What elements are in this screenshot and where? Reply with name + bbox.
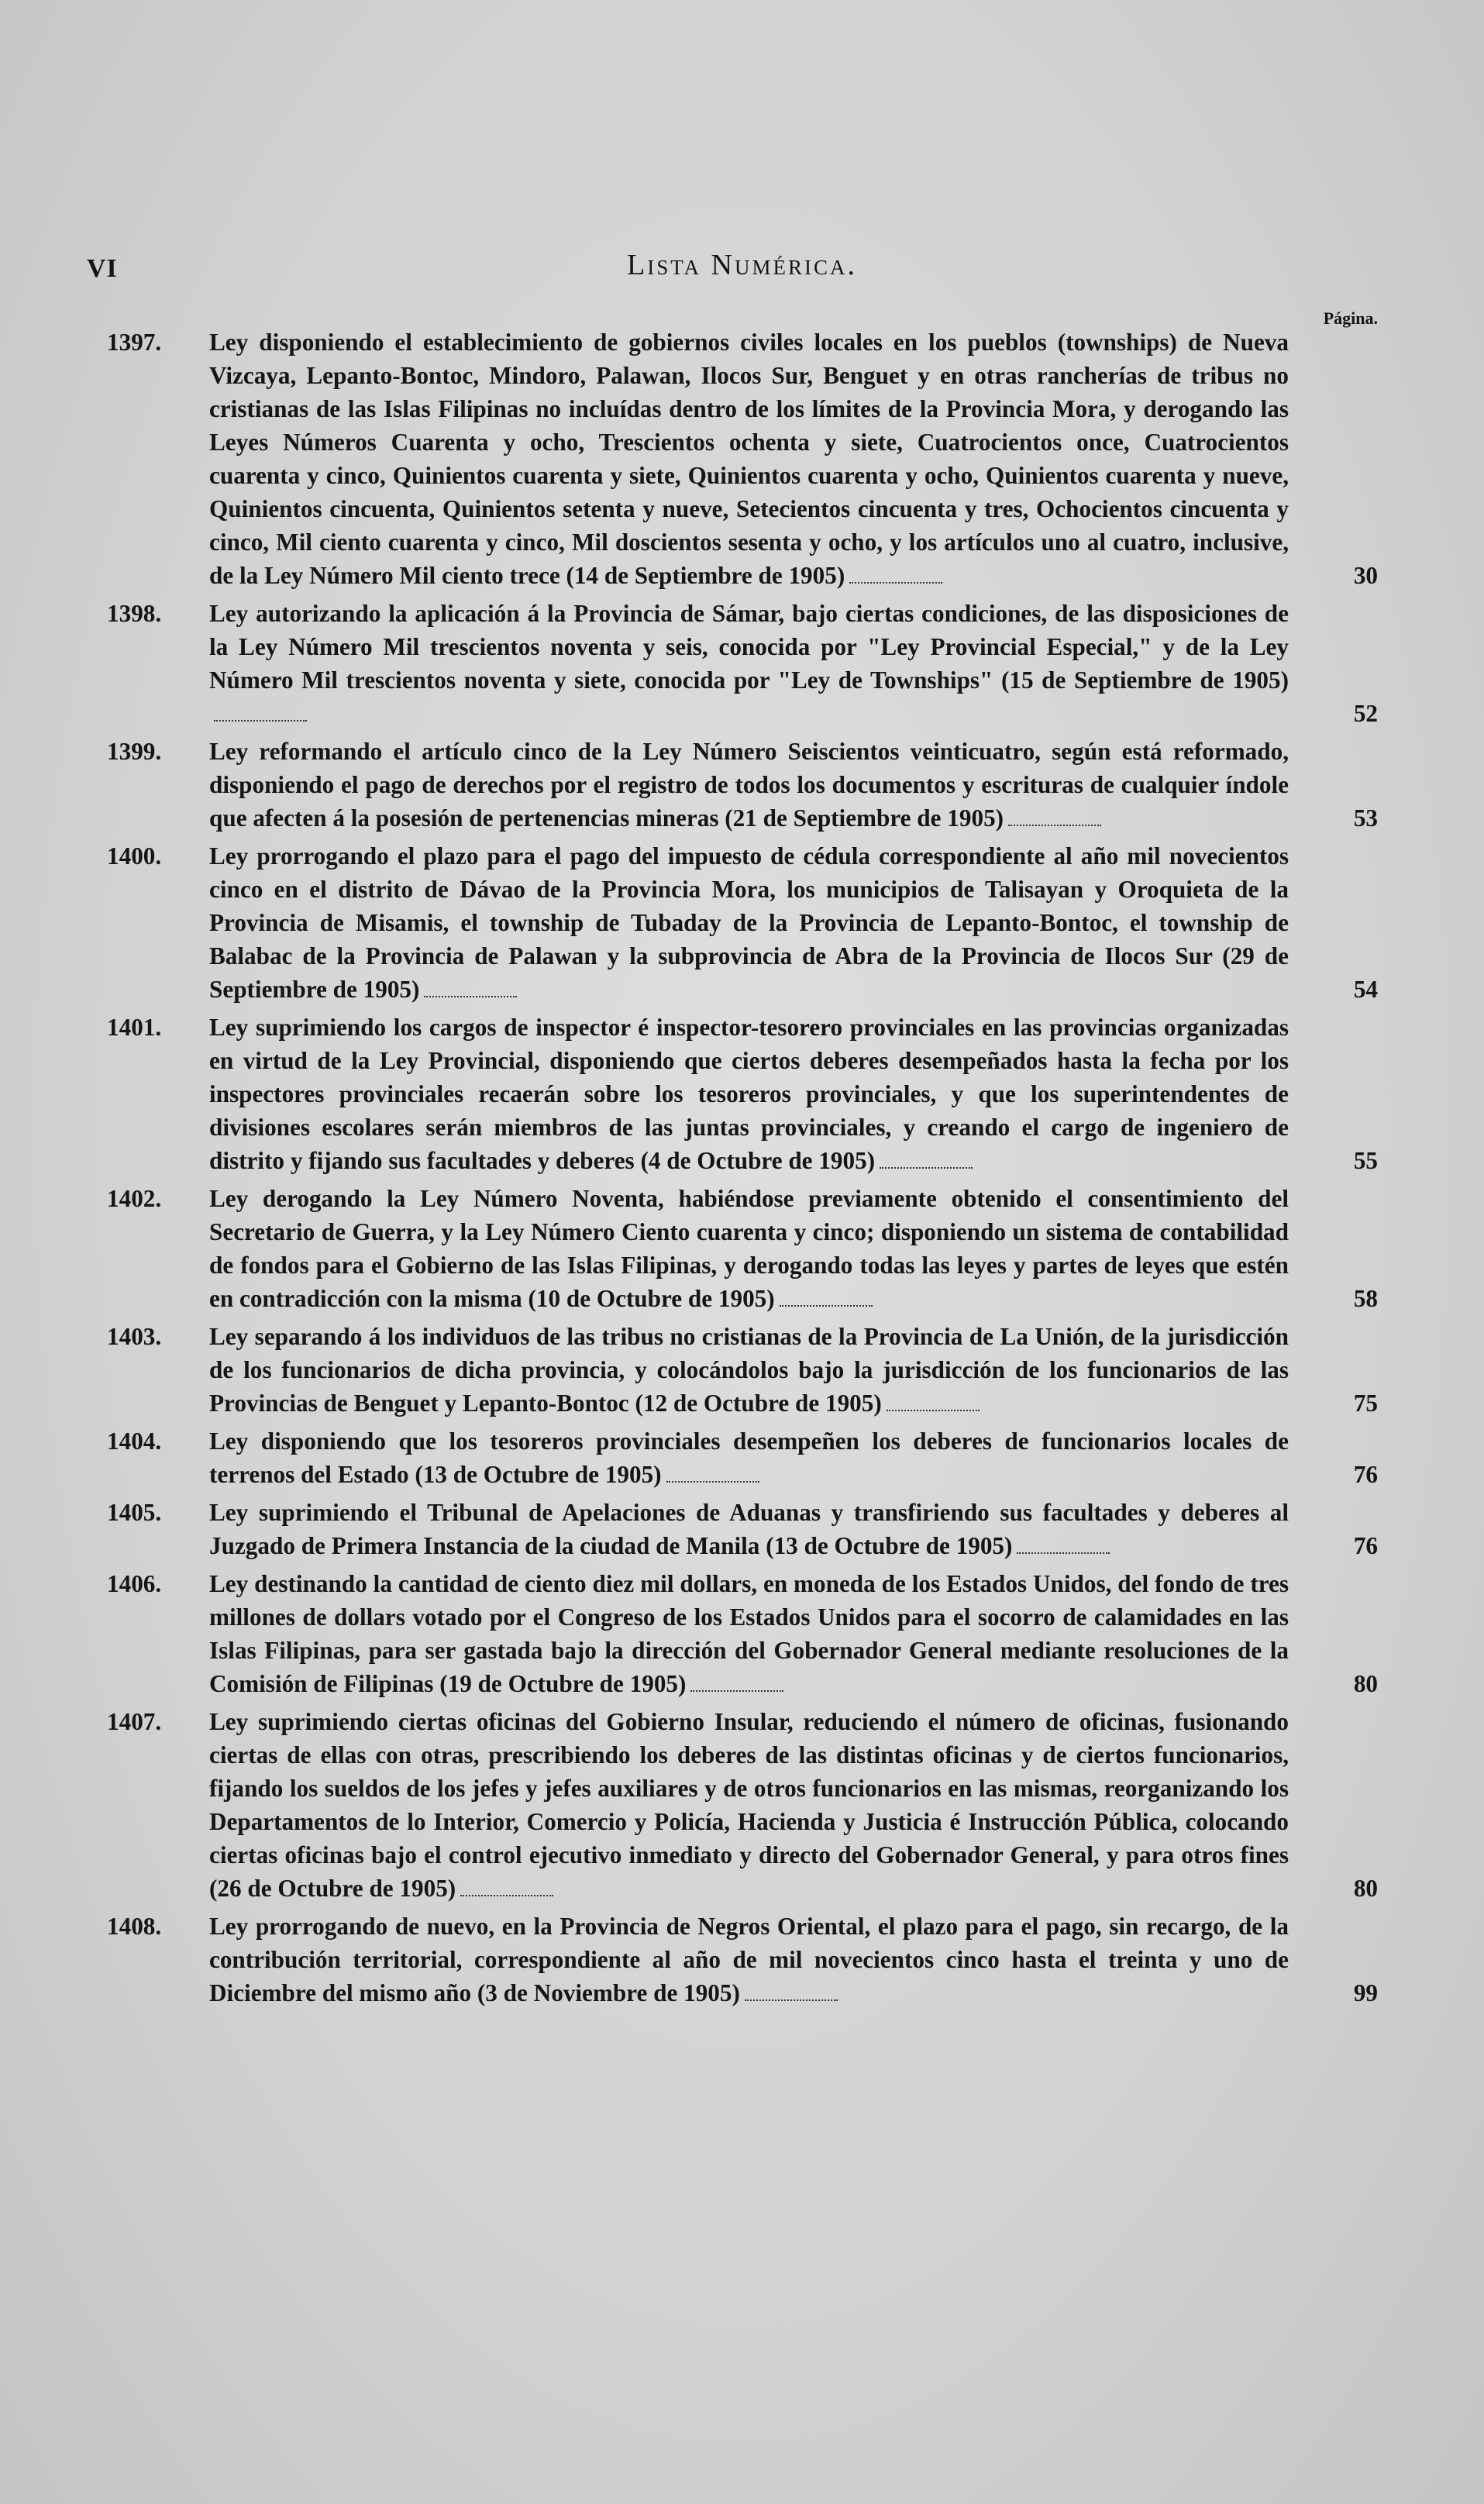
list-item bbox=[107, 1910, 1378, 2010]
dot-leader bbox=[780, 1305, 873, 1307]
entry-number: 1397. bbox=[107, 329, 162, 356]
entry-page: 53 bbox=[1353, 804, 1378, 832]
list-item bbox=[107, 735, 1378, 835]
entry-number: 1407. bbox=[107, 1708, 162, 1735]
page-folio: VI bbox=[87, 254, 118, 283]
entry-page: 52 bbox=[1353, 700, 1378, 727]
entry-text: Ley disponiendo el establecimiento de gobiernos civiles locales en los pueblos (townships) de Nueva Vizcaya, Lepanto-Bontoc, Mindoro, Palawan, Ilocos Sur, Benguet y en otras rancherías de tribus no cristianas de las Islas Filipinas no incluídas dentro de los límites de la Provincia Mora, y derogando las Leyes Números Cuarenta y ocho, Trescientos ochenta y siete, Cuatrocientos once, Cuatrocientos cuarenta y cinco, Quinientos cuarenta y siete, Quinientos cuarenta y ocho, Quinientos cuarenta y nueve, Quinientos cincuenta, Quinientos setenta y nueve, Setecientos cincuenta y tres, Ochocientos cincuenta y cinco, Mil ciento cuarenta y cinco, Mil doscientos sesenta y ocho, y los artículos uno al cuatro, inclusive, de la Ley Número Mil ciento trece (14 de Septiembre de 1905) bbox=[209, 329, 1289, 589]
entry-number: 1399. bbox=[107, 738, 162, 765]
dot-leader bbox=[460, 1895, 553, 1896]
entry-page: 58 bbox=[1353, 1285, 1378, 1312]
entry-page: 99 bbox=[1353, 1979, 1378, 2006]
list-item bbox=[107, 597, 1378, 730]
running-title: Lista Numérica. bbox=[627, 249, 857, 281]
list-item bbox=[107, 839, 1378, 1006]
entry-text: Ley reformando el artículo cinco de la Ley Número Seiscientos veinticuatro, según está reformado, disponiendo el pago de derechos por el registro de todos los documentos y escrituras de cualquier índole que afecten á la posesión de pertenencias mineras (21 de Septiembre de 1905) bbox=[209, 738, 1289, 832]
entry-page: 80 bbox=[1353, 1875, 1378, 1902]
list-item bbox=[107, 1705, 1378, 1905]
dot-leader bbox=[887, 1410, 980, 1411]
list-item bbox=[107, 1496, 1378, 1562]
dot-leader bbox=[1017, 1552, 1110, 1554]
entry-page: 30 bbox=[1353, 562, 1378, 589]
entry-text: Ley autorizando la aplicación á la Provincia de Sámar, bajo ciertas condiciones, de las disposiciones de la Ley Número Mil trescientos noventa y seis, conocida por "Ley Provincial Especial," y de la Ley Número Mil trescientos noventa y siete, conocida por "Ley de Townships" (15 de Septiembre de 1905) bbox=[209, 600, 1289, 694]
entry-text: Ley destinando la cantidad de ciento diez mil dollars, en moneda de los Estados Unidos, del fondo de tres millones de dollars votado por el Congreso de los Estados Unidos para el socorro de calamidades en las Islas Filipinas, para ser gastada bajo la dirección del Gobernador General mediante resoluciones de la Comisión de Filipinas (19 de Octubre de 1905) bbox=[209, 1570, 1289, 1697]
entry-number: 1406. bbox=[107, 1570, 162, 1597]
entry-page: 76 bbox=[1353, 1461, 1378, 1488]
entry-number: 1402. bbox=[107, 1185, 162, 1212]
entry-page: 54 bbox=[1353, 976, 1378, 1003]
entry-number: 1403. bbox=[107, 1323, 162, 1350]
dot-leader bbox=[849, 582, 942, 584]
entry-text: Ley suprimiendo el Tribunal de Apelaciones de Aduanas y transfiriendo sus facultades y deberes al Juzgado de Primera Instancia de la ciudad de Manila (13 de Octubre de 1905) bbox=[209, 1499, 1289, 1559]
entry-number: 1405. bbox=[107, 1499, 162, 1526]
dot-leader bbox=[424, 996, 517, 997]
entry-number: 1404. bbox=[107, 1428, 162, 1455]
entry-text: Ley separando á los individuos de las tribus no cristianas de la Provincia de La Unión, de la jurisdicción de los funcionarios de dicha provincia, y colocándolos bajo la jurisdicción de los funcionarios de las Provincias de Benguet y Lepanto-Bontoc (12 de Octubre de 1905) bbox=[209, 1323, 1289, 1417]
entry-text: Ley suprimiendo ciertas oficinas del Gobierno Insular, reduciendo el número de oficinas, fusionando ciertas de ellas con otras, prescribiendo los deberes de las distintas oficinas y de ciertos funcionarios, fijando los sueldos de los jefes y jefes auxiliares y de otros funcionarios en las mismas, reorganizando los Departamentos de lo Interior, Comercio y Policía, Hacienda y Justicia é Instrucción Pública, colocando ciertas oficinas bajo el control ejecutivo inmediato y directo del Gobernador General, y para otros fines (26 de Octubre de 1905) bbox=[209, 1708, 1289, 1902]
dot-leader bbox=[745, 1999, 838, 2001]
entry-page: 75 bbox=[1353, 1390, 1378, 1417]
entry-number: 1401. bbox=[107, 1014, 162, 1041]
page-column-heading: Página. bbox=[1323, 308, 1378, 328]
entry-number: 1400. bbox=[107, 842, 162, 870]
list-item bbox=[107, 1320, 1378, 1420]
entry-text: Ley disponiendo que los tesoreros provinciales desempeñen los deberes de funcionarios locales de terrenos del Estado (13 de Octubre de 1905) bbox=[209, 1428, 1289, 1488]
dot-leader bbox=[880, 1167, 973, 1169]
entry-number: 1398. bbox=[107, 600, 162, 627]
entry-text: Ley suprimiendo los cargos de inspector é inspector-tesorero provinciales en las provincias organizadas en virtud de la Ley Provincial, disponiendo que ciertos deberes desempeñados hasta la fecha por los inspectores provinciales recaerán sobre los tesoreros provinciales, y que los superintendentes de divisiones escolares serán miembros de las juntas provinciales, y creando el cargo de ingeniero de distrito y fijando sus facultades y deberes (4 de Octubre de 1905) bbox=[209, 1014, 1289, 1174]
entry-text: Ley prorrogando el plazo para el pago del impuesto de cédula correspondiente al año mil novecientos cinco en el distrito de Dávao de la Provincia Mora, los municipios de Talisayan y Oroquieta de la Provincia de Misamis, el township de Tubaday de la Provincia de Lepanto-Bontoc, el township de Balabac de la Provincia de Palawan y la subprovincia de Abra de la Provincia de Ilocos Sur (29 de Septiembre de 1905) bbox=[209, 842, 1289, 1003]
dot-leader bbox=[214, 720, 307, 722]
entry-text: Ley derogando la Ley Número Noventa, habiéndose previamente obtenido el consentimiento del Secretario de Guerra, y la Ley Número Ciento cuarenta y cinco; disponiendo un sistema de contabilidad de fondos para el Gobierno de las Islas Filipinas, y derogando todas las leyes y partes de leyes que estén en contradicción con la misma (10 de Octubre de 1905) bbox=[209, 1185, 1289, 1312]
list-item bbox=[107, 1182, 1378, 1315]
entry-text: Ley prorrogando de nuevo, en la Provincia de Negros Oriental, el plazo para el pago, sin recargo, de la contribución territorial, correspondiente al año de mil novecientos cinco hasta el treinta y uno de Diciembre del mismo año (3 de Noviembre de 1905) bbox=[209, 1913, 1289, 2006]
list-item bbox=[107, 1567, 1378, 1700]
entry-list bbox=[107, 325, 1378, 2014]
list-item bbox=[107, 325, 1378, 592]
entry-page: 80 bbox=[1353, 1670, 1378, 1697]
entry-page: 76 bbox=[1353, 1532, 1378, 1559]
entry-number: 1408. bbox=[107, 1913, 162, 1940]
dot-leader bbox=[1008, 825, 1101, 826]
list-item bbox=[107, 1011, 1378, 1177]
dot-leader bbox=[666, 1481, 759, 1483]
list-item bbox=[107, 1424, 1378, 1491]
entry-page: 55 bbox=[1353, 1147, 1378, 1174]
dot-leader bbox=[690, 1690, 783, 1692]
